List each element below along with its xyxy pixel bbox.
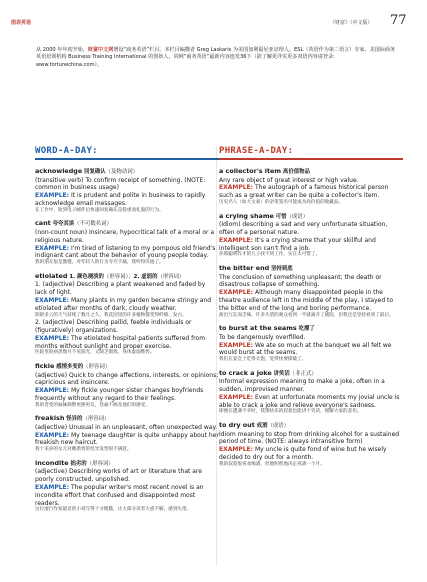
- entry-translation: 我的朋友很是傲慢，对年轻人的行为夸夸不漏，我听得厌倦了。: [35, 260, 164, 266]
- term-en: cant: [35, 219, 51, 228]
- entry-term: [35, 167, 219, 177]
- phrase-a-day-column: [219, 146, 403, 473]
- term-en: to crack a joke: [219, 368, 272, 377]
- entry-term: [219, 167, 403, 177]
- term-cn-2: 2. 虚弱的: [133, 273, 158, 280]
- term-en: to dry out: [219, 421, 255, 430]
- term-pos: （形容词）；: [103, 273, 134, 280]
- entry-term: [219, 324, 403, 334]
- entry-translation: 这位流行作家最近的小说写得十分粗糙，让大部分读者大惑不解，感到失望。: [35, 507, 192, 513]
- example-text: I'm tired of listening to my pompous old friend's indignant cant about the behavior of young people today.: [35, 244, 216, 260]
- entry-term: [35, 459, 219, 469]
- entry-acknowledge: [35, 167, 219, 214]
- term-pos: （及物动词）: [105, 169, 139, 175]
- entry-term: [35, 272, 219, 282]
- example-text: Many plants in my garden became stringy and etiolated after months of dark, cloudy weather.: [35, 296, 212, 312]
- term-en: acknowledge: [35, 167, 83, 175]
- entry-dry-out: [219, 421, 403, 468]
- entry-definition: 1. (adjective) Describing a plant weakened and faded by lack of light.: [35, 281, 206, 297]
- entry-definition: To be dangerously overfilled.: [219, 333, 306, 341]
- example-label: EXAMPLE:: [219, 341, 254, 349]
- entry-bitter-end: [219, 264, 403, 319]
- intro-highlight: 财富中文网: [87, 47, 114, 53]
- term-en: a crying shame: [219, 211, 274, 220]
- entry-translation: 即便在遭遇不幸时，我那快乐的叔叔也能讲个笑话，缓解大家的悲伤。: [219, 409, 362, 415]
- term-en: to burst at the seams: [219, 324, 297, 333]
- example-text: My uncle is quite fond of wine but he wisely decided to dry out for a month.: [219, 446, 387, 462]
- entry-crying-shame: [219, 212, 403, 259]
- example-label: EXAMPLE:: [219, 184, 254, 192]
- entry-example: [219, 342, 403, 358]
- example-text: The etiolated hospital patients suffered from months without sunlight and proper exercise.: [35, 334, 206, 350]
- example-text: The autograph of a famous historical person such as a great writer can be quite a collector's item.: [219, 184, 389, 200]
- example-label: EXAMPLE:: [35, 296, 70, 304]
- entry-definition: (Idiom) describing a sad and very unfortunate situation, often of a personal nature.: [219, 221, 388, 236]
- term-pos: （形容词）: [82, 416, 110, 423]
- entry-definition: Informal expression meaning to make a joke, often in a sudden, improvised manner.: [219, 378, 385, 394]
- entry-translation: 我的叔叔很喜欢喝酒，但他明智地决定戒酒一个月。: [219, 461, 325, 467]
- term-pos-2: （形容词）: [157, 273, 185, 280]
- entry-crack-a-joke: [219, 369, 403, 416]
- header-magazine-title: 《财富》（中文版）: [330, 20, 373, 26]
- example-label: EXAMPLE:: [35, 334, 70, 342]
- term-en: a collector's item: [219, 167, 282, 175]
- entry-definition: Idiom meaning to stop from drinking alcohol for a sustained period of time. (NOTE: always intransitive form): [219, 430, 400, 446]
- entry-definition: Any rare object of great interest or high value.: [219, 176, 359, 184]
- entry-example: [35, 387, 219, 403]
- entry-translation: 我们在宴会上吃得太饱，觉得快要撑破了。: [219, 357, 307, 363]
- entry-definition: (transitive verb) To confirm receipt of something. (NOTE: common in business usage): [35, 176, 206, 192]
- entry-translation: 你那聪明有才的儿子找不到工作，实在太可惜了。: [219, 252, 321, 258]
- example-text: Even at unfortunate moments my jovial uncle is able to crack a joke and relieve everyone's sadness.: [219, 393, 400, 409]
- entry-definition: The conclusion of something unpleasant; the death or disastrous collapse of something.: [219, 273, 382, 289]
- term-cn: 坚持到底: [269, 265, 293, 272]
- entry-definition: (adjective) Describing works of art or literature that are poorly constructed, unpolished.: [35, 468, 202, 484]
- term-cn: 吃撑了: [296, 326, 315, 333]
- term-pos: （成语）: [286, 213, 309, 220]
- term-cn: 高价值物品: [281, 169, 310, 175]
- entry-incondite: [35, 459, 219, 514]
- term-pos: （形容词）: [86, 460, 114, 467]
- header-section-title: 图表英语: [11, 20, 32, 26]
- entry-term: [219, 264, 403, 274]
- example-label: EXAMPLE:: [35, 387, 70, 395]
- page-number: 77: [390, 13, 407, 28]
- term-cn: 拙劣的: [68, 460, 87, 467]
- term-pos: （形容词）: [83, 363, 111, 370]
- entry-translation: 阴暗多云的天气持续了数月之久，我花园里的许多植物都变得纤细、发白。: [35, 312, 187, 318]
- entry-translation-2: 医院里的病患数月不见阳光，又缺乏锻炼，身体虚弱憔悴。: [35, 350, 155, 356]
- example-label: EXAMPLE:: [35, 484, 70, 492]
- term-pos: （非正式）: [289, 370, 317, 377]
- entry-burst-at-seams: [219, 324, 403, 364]
- entry-translation: 演出冗长而乏味，许多失望的观众看到一半就离开了剧院，但我还是坚持看到了最后。: [219, 312, 394, 318]
- entry-definition-2: 2. (adjective) Describing pallid, feeble individuals or (figuratively) organizations.: [35, 319, 192, 334]
- example-label: EXAMPLE:: [219, 236, 254, 244]
- entry-definition: (adjective) Quick to change affections, interests, or opinions; capricious and insincere.: [35, 371, 219, 387]
- entry-translation: 我十来岁的女儿对她新剪的怪异发型很不满意。: [35, 447, 132, 453]
- term-cn: 感情多变的: [54, 363, 84, 370]
- example-text: It is prudent and polite in business to rapidly acknowledge email messages.: [35, 192, 206, 207]
- term-cn: 可惜: [273, 213, 287, 220]
- example-label: EXAMPLE:: [35, 431, 70, 439]
- term-cn: 戒酒: [254, 423, 268, 430]
- term-en: etiolated: [35, 271, 68, 280]
- entry-example: [35, 432, 219, 448]
- term-en: fickle: [35, 361, 55, 370]
- entry-example: [35, 297, 219, 313]
- term-cn: 讲笑话: [271, 370, 290, 377]
- entry-translation: 我的善变的妹妹频繁更换男友，丝毫不顾及他们的感受。: [35, 402, 150, 408]
- example-label: EXAMPLE:: [219, 446, 254, 454]
- entry-example: [219, 446, 403, 462]
- term-cn: 怪异的: [64, 416, 83, 423]
- example-text: Although many disappointed people in the theatre audience left in the middle of the play, I stayed to the bitter end of the long and boring performance.: [219, 289, 394, 312]
- term-pos: （成语）: [267, 423, 290, 430]
- entry-translation: 历史名人（如大文豪）的亲笔签名可能成为高价值的收藏品。: [219, 199, 344, 205]
- example-text: My fickle younger sister changes boyfriends frequently without any regard to their feelings.: [35, 387, 204, 402]
- example-text: My teenage daughter is quite unhappy about her freakish new haircut.: [35, 431, 219, 447]
- intro-text-2: 增设“商务英语”栏目。本栏目编撰者 Greg Laskaris 为美国加利福尼亚证理人、ESL（英语作为第二语言）专家、美国际商务英语培训机构 Business Training International 的创始人。同网“商务英语”最新内容连发36下（欲了解更详实更多双语内容请登录: www.fortunechina.com）。: [36, 47, 396, 68]
- entry-collectors-item: [219, 167, 403, 207]
- entry-definition: (non-count noun) Insincere, hypocritical talk of a moral or a religious nature.: [35, 228, 215, 244]
- entry-example: [219, 394, 403, 410]
- entry-term: [219, 369, 403, 379]
- entry-example: [219, 289, 403, 312]
- entry-example: [35, 192, 219, 208]
- entry-term: [35, 219, 219, 229]
- entry-etiolated: [35, 272, 219, 357]
- example-text: We ate so much at the banquet we all felt we would burst at the seams.: [219, 341, 392, 357]
- example-text: It's a crying shame that your skillful and intelligent son can't find a job.: [219, 236, 376, 252]
- word-a-day-column: [35, 146, 219, 519]
- term-cn: 1. 颜色褪淡的: [67, 273, 104, 280]
- entry-example: [219, 237, 403, 253]
- word-a-day-title: WORD-A-DAY:: [35, 146, 219, 160]
- example-label: EXAMPLE:: [35, 192, 70, 200]
- entry-fickle: [35, 362, 219, 409]
- term-en: freakish: [35, 414, 65, 423]
- entry-definition: (adjective) Unusual in an unpleasant, often unexpected way.: [35, 423, 218, 431]
- intro-paragraph: [36, 47, 396, 69]
- entry-term: [219, 421, 403, 431]
- example-label: EXAMPLE:: [219, 393, 254, 401]
- term-cn: 夸夸其谈: [50, 221, 75, 228]
- example-label: EXAMPLE:: [35, 244, 70, 252]
- entry-term: [35, 362, 219, 372]
- term-en: the bitter end: [219, 263, 270, 272]
- example-label: EXAMPLE:: [219, 289, 254, 297]
- entry-term: [35, 414, 219, 424]
- entry-translation: 在工作中，收到电子邮件后快速回复确认是稳重而礼貌的行为。: [35, 207, 164, 213]
- entry-freakish: [35, 414, 219, 454]
- term-pos: （不可数名词）: [74, 221, 112, 228]
- entry-example: [219, 184, 403, 200]
- term-cn: 回复确认: [82, 169, 106, 175]
- entry-example: [35, 484, 219, 507]
- entry-term: [219, 212, 403, 222]
- entry-example: [35, 245, 219, 261]
- entry-example-2: [35, 335, 219, 351]
- intro-text-1: 从 2000 年年初开始，: [36, 47, 88, 53]
- example-text: The popular writer's most recent novel is an incondite effort that confused and disappointed most readers.: [35, 484, 204, 507]
- entry-cant: [35, 219, 219, 266]
- phrase-a-day-title: PHRASE-A-DAY:: [219, 146, 403, 160]
- term-en: incondite: [35, 458, 69, 467]
